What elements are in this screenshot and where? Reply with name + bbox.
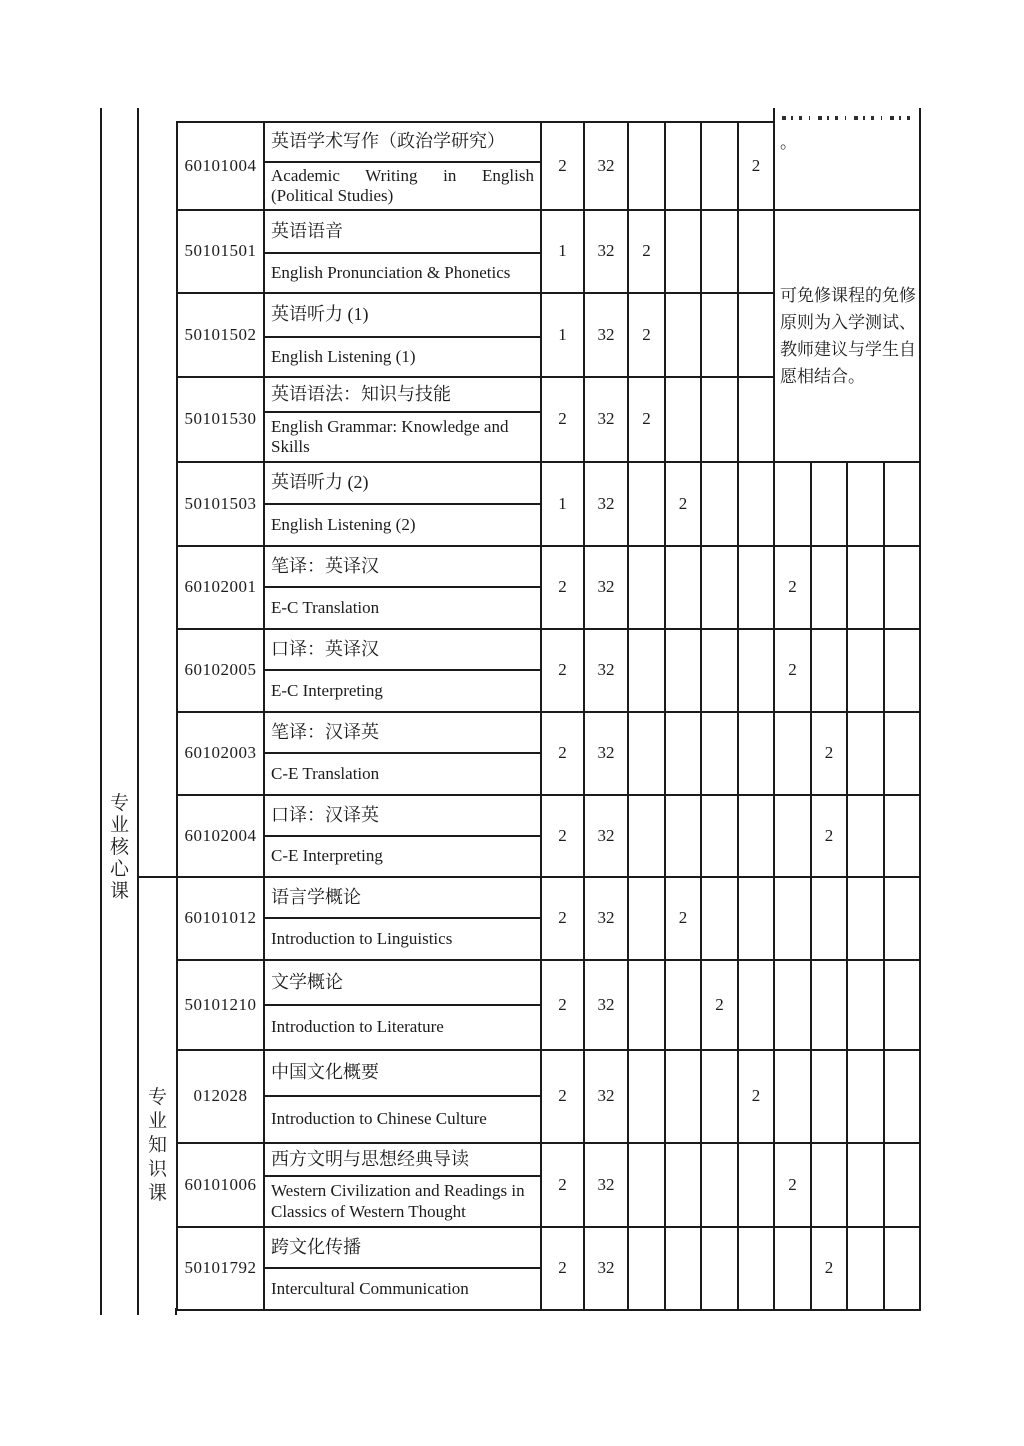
clipped-note-end: 。 — [780, 133, 797, 152]
course-name-en: Introduction to Chinese Culture — [264, 1096, 541, 1143]
table-edge-stub — [100, 1308, 102, 1315]
course-name-en: Introduction to Linguistics — [264, 918, 541, 960]
semester-cell — [665, 1227, 701, 1310]
course-name-zh: 英语语音 — [264, 210, 541, 253]
semester-cell: 2 — [701, 960, 738, 1050]
semester-cell: 2 — [774, 546, 811, 629]
table-edge-stub — [175, 1308, 177, 1315]
semester-cell: 2 — [628, 210, 665, 293]
semester-cell — [738, 377, 774, 462]
hours-cell: 32 — [584, 795, 628, 877]
course-name-zh: 西方文明与思想经典导读 — [264, 1143, 541, 1176]
course-code: 60102004 — [177, 795, 264, 877]
course-code: 60101006 — [177, 1143, 264, 1227]
credits-cell: 2 — [541, 795, 584, 877]
category-knowledge-label: 专业知识课 — [147, 1087, 167, 1204]
semester-cell — [811, 960, 847, 1050]
semester-cell — [884, 1227, 920, 1310]
credits-cell: 1 — [541, 462, 584, 546]
hours-cell: 32 — [584, 712, 628, 795]
semester-cell — [847, 795, 884, 877]
hours-cell: 32 — [584, 877, 628, 960]
semester-cell — [811, 546, 847, 629]
hours-cell: 32 — [584, 293, 628, 377]
semester-cell — [701, 629, 738, 712]
course-name-en: English Grammar: Knowledge and Skills — [264, 412, 541, 462]
exemption-note-cell — [774, 210, 920, 462]
semester-cell — [811, 462, 847, 546]
semester-cell: 2 — [738, 122, 774, 210]
semester-cell — [738, 795, 774, 877]
hours-cell: 32 — [584, 210, 628, 293]
credits-cell: 2 — [541, 1227, 584, 1310]
semester-cell — [774, 877, 811, 960]
category-core-cell — [101, 108, 138, 1310]
semester-cell — [701, 377, 738, 462]
semester-cell — [701, 293, 738, 377]
semester-cell — [884, 795, 920, 877]
semester-cell — [665, 629, 701, 712]
semester-cell — [774, 795, 811, 877]
semester-cell — [665, 210, 701, 293]
semester-cell — [884, 462, 920, 546]
course-code: 012028 — [177, 1050, 264, 1143]
course-code: 60101012 — [177, 877, 264, 960]
semester-cell — [628, 795, 665, 877]
semester-cell — [774, 712, 811, 795]
semester-cell — [738, 293, 774, 377]
course-code: 50101210 — [177, 960, 264, 1050]
credits-cell: 1 — [541, 293, 584, 377]
semester-cell — [847, 960, 884, 1050]
semester-cell — [738, 210, 774, 293]
course-code: 50101530 — [177, 377, 264, 462]
semester-cell — [665, 960, 701, 1050]
credits-cell: 2 — [541, 1050, 584, 1143]
credits-cell: 2 — [541, 546, 584, 629]
course-code: 60102001 — [177, 546, 264, 629]
course-name-en: English Listening (1) — [264, 337, 541, 377]
semester-cell — [628, 877, 665, 960]
semester-cell: 2 — [811, 1227, 847, 1310]
semester-cell — [738, 877, 774, 960]
hours-cell: 32 — [584, 462, 628, 546]
category-knowledge-cell — [138, 877, 177, 1310]
semester-cell — [884, 1050, 920, 1143]
semester-cell — [665, 1050, 701, 1143]
semester-cell — [738, 462, 774, 546]
course-code: 50101501 — [177, 210, 264, 293]
semester-cell — [884, 877, 920, 960]
semester-cell — [884, 629, 920, 712]
semester-cell — [628, 546, 665, 629]
course-code: 50101503 — [177, 462, 264, 546]
hours-cell: 32 — [584, 122, 628, 210]
semester-cell — [811, 1050, 847, 1143]
clipped-text-fragments — [782, 116, 910, 120]
hours-cell: 32 — [584, 629, 628, 712]
semester-cell — [628, 629, 665, 712]
semester-cell — [628, 1143, 665, 1227]
semester-cell — [701, 712, 738, 795]
semester-cell — [847, 1227, 884, 1310]
semester-cell — [701, 795, 738, 877]
table-edge-stub — [137, 1308, 139, 1315]
semester-cell — [738, 629, 774, 712]
course-name-zh: 口译：英译汉 — [264, 629, 541, 670]
semester-cell: 2 — [774, 1143, 811, 1227]
course-name-en: C-E Interpreting — [264, 836, 541, 877]
notes-cell-clipped — [774, 108, 920, 210]
semester-cell: 2 — [628, 293, 665, 377]
semester-cell — [811, 877, 847, 960]
semester-cell — [628, 122, 665, 210]
semester-cell — [847, 712, 884, 795]
credits-cell: 2 — [541, 629, 584, 712]
semester-cell — [884, 712, 920, 795]
semester-cell — [847, 877, 884, 960]
course-name-zh: 语言学概论 — [264, 877, 541, 918]
semester-cell — [738, 1227, 774, 1310]
semester-cell — [774, 960, 811, 1050]
course-code: 60101004 — [177, 122, 264, 210]
semester-cell — [665, 1143, 701, 1227]
semester-cell: 2 — [665, 462, 701, 546]
semester-cell — [665, 795, 701, 877]
category-core-label: 专业核心课 — [109, 793, 129, 902]
hours-cell: 32 — [584, 377, 628, 462]
course-code: 50101792 — [177, 1227, 264, 1310]
semester-cell — [774, 462, 811, 546]
semester-cell: 2 — [774, 629, 811, 712]
semester-cell — [628, 1227, 665, 1310]
semester-cell: 2 — [811, 795, 847, 877]
semester-cell — [847, 1143, 884, 1227]
semester-cell — [884, 960, 920, 1050]
course-name-zh: 英语语法：知识与技能 — [264, 377, 541, 412]
curriculum-table — [100, 108, 921, 1311]
semester-cell: 2 — [665, 877, 701, 960]
course-name-en: C-E Translation — [264, 753, 541, 795]
top-gap — [177, 108, 774, 122]
semester-cell — [701, 462, 738, 546]
course-name-en: E-C Interpreting — [264, 670, 541, 712]
course-name-zh: 笔译：英译汉 — [264, 546, 541, 587]
hours-cell: 32 — [584, 546, 628, 629]
credits-cell: 1 — [541, 210, 584, 293]
course-name-zh: 英语听力 (2) — [264, 462, 541, 504]
course-name-zh: 笔译：汉译英 — [264, 712, 541, 753]
semester-cell — [884, 1143, 920, 1227]
semester-cell — [847, 1050, 884, 1143]
hours-cell: 32 — [584, 1227, 628, 1310]
credits-cell: 2 — [541, 1143, 584, 1227]
semester-cell: 2 — [738, 1050, 774, 1143]
course-name-zh: 英语学术写作（政治学研究） — [264, 122, 541, 162]
semester-cell — [665, 377, 701, 462]
credits-cell: 2 — [541, 960, 584, 1050]
semester-cell — [665, 712, 701, 795]
hours-cell: 32 — [584, 1050, 628, 1143]
semester-cell — [738, 546, 774, 629]
semester-cell — [811, 1143, 847, 1227]
course-name-en: Introduction to Literature — [264, 1005, 541, 1050]
semester-cell — [738, 960, 774, 1050]
semester-cell — [628, 462, 665, 546]
course-name-zh: 中国文化概要 — [264, 1050, 541, 1096]
semester-cell — [884, 546, 920, 629]
semester-cell — [701, 1227, 738, 1310]
semester-cell: 2 — [628, 377, 665, 462]
course-name-en: Western Civilization and Readings in Classics of Western Thought — [264, 1176, 541, 1227]
semester-cell — [701, 1143, 738, 1227]
credits-cell: 2 — [541, 377, 584, 462]
semester-cell — [665, 122, 701, 210]
course-code: 60102005 — [177, 629, 264, 712]
course-name-en: English Listening (2) — [264, 504, 541, 546]
semester-cell — [738, 1143, 774, 1227]
course-name-en: English Pronunciation & Phonetics — [264, 253, 541, 293]
semester-cell — [811, 629, 847, 712]
course-code: 60102003 — [177, 712, 264, 795]
semester-cell — [701, 122, 738, 210]
category-empty-cell — [138, 108, 177, 877]
semester-cell — [628, 712, 665, 795]
course-name-en: E-C Translation — [264, 587, 541, 629]
credits-cell: 2 — [541, 712, 584, 795]
course-name-zh: 文学概论 — [264, 960, 541, 1005]
semester-cell — [774, 1227, 811, 1310]
course-name-zh: 英语听力 (1) — [264, 293, 541, 337]
semester-cell — [774, 1050, 811, 1143]
course-name-zh: 口译：汉译英 — [264, 795, 541, 836]
course-code: 50101502 — [177, 293, 264, 377]
semester-cell: 2 — [811, 712, 847, 795]
semester-cell — [847, 546, 884, 629]
course-name-en: Intercultural Communication — [264, 1268, 541, 1310]
course-name-zh: 跨文化传播 — [264, 1227, 541, 1268]
semester-cell — [701, 1050, 738, 1143]
semester-cell — [738, 712, 774, 795]
exemption-note: 可免修课程的免修原则为入学测试、教师建议与学生自愿相结合。 — [780, 286, 916, 386]
credits-cell: 2 — [541, 877, 584, 960]
semester-cell — [628, 960, 665, 1050]
semester-cell — [665, 546, 701, 629]
semester-cell — [847, 462, 884, 546]
hours-cell: 32 — [584, 960, 628, 1050]
course-name-en: Academic Writing in English (Political Studies) — [264, 162, 541, 210]
semester-cell — [665, 293, 701, 377]
semester-cell — [701, 546, 738, 629]
semester-cell — [847, 629, 884, 712]
hours-cell: 32 — [584, 1143, 628, 1227]
semester-cell — [628, 1050, 665, 1143]
credits-cell: 2 — [541, 122, 584, 210]
semester-cell — [701, 877, 738, 960]
semester-cell — [701, 210, 738, 293]
